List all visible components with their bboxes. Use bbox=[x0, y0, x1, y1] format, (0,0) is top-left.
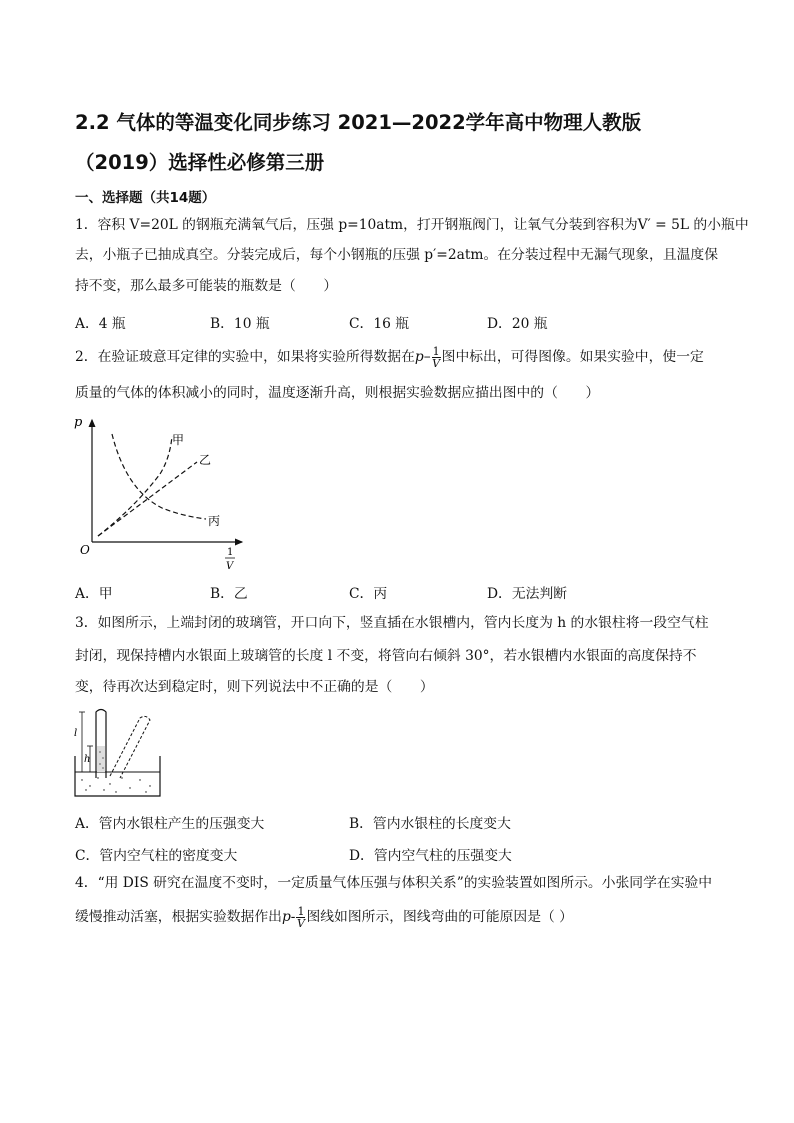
q2-line-2: 质量的气体的体积减小的同时，温度逐渐升高，则根据实验数据应描出图中的（ ） bbox=[75, 385, 600, 401]
q1-option-d[interactable]: D．20 瓶 bbox=[487, 316, 548, 332]
q4-p-symbol: p- bbox=[281, 909, 296, 925]
q1-option-b[interactable]: B．10 瓶 bbox=[210, 316, 270, 332]
q4-fraction bbox=[296, 906, 305, 929]
q2-option-c[interactable]: C．丙 bbox=[349, 586, 388, 602]
q1-line-3: 持不变，那么最多可能装的瓶数是（ ） bbox=[75, 278, 338, 294]
q3-option-d[interactable]: D．管内空气柱的压强变大 bbox=[349, 848, 512, 864]
curve-yi-label: 乙 bbox=[199, 453, 212, 467]
q2-option-b[interactable]: B．乙 bbox=[210, 586, 248, 602]
q2-p-symbol: p bbox=[414, 349, 424, 365]
title-line-1: 2.2 气体的等温变化同步练习 2021—2022学年高中物理人教版 bbox=[75, 111, 642, 134]
q3-option-b[interactable]: B．管内水银柱的长度变大 bbox=[349, 816, 511, 832]
section-heading: 一、选择题（共14题） bbox=[75, 190, 216, 206]
x-axis-label-num: 1 bbox=[227, 547, 234, 558]
curve-bing bbox=[112, 434, 206, 519]
q3-line-2: 封闭，现保持槽内水银面上玻璃管的长度 l 不变，将管向右倾斜 30°，若水银槽内水银面的高度保持不 bbox=[75, 648, 697, 664]
q2-line-1: 2．在验证玻意耳定律的实验中，如果将实验所得数据在p– $\frac{1}{V}$ 图中标出，可得图像。如果实验中，使一定 bbox=[75, 345, 704, 370]
q2-option-d[interactable]: D．无法判断 bbox=[487, 586, 568, 602]
q2-fraction-den: V bbox=[432, 357, 441, 370]
tilted-tube bbox=[110, 716, 150, 778]
label-h: h bbox=[84, 754, 91, 765]
q2-line-1-text-b: 图中标出，可得图像。如果实验中，使一定 bbox=[441, 349, 704, 365]
q4-line-2-text-b: 图线如图所示，图线弯曲的可能原因是（ ） bbox=[306, 909, 573, 925]
curve-bing-label: 丙 bbox=[208, 514, 221, 528]
q3-option-c[interactable]: C．管内空气柱的密度变大 bbox=[75, 848, 238, 864]
q2-line-1-text-a: 2．在验证玻意耳定律的实验中，如果将实验所得数据在 bbox=[75, 349, 415, 365]
q4-fraction-num: 1 bbox=[297, 905, 305, 918]
title-line-2: （2019）选择性必修第三册 bbox=[75, 151, 325, 174]
q4-line-2 bbox=[75, 906, 573, 929]
q1-option-a[interactable]: A．4 瓶 bbox=[75, 316, 126, 332]
q1-option-c[interactable]: C．16 瓶 bbox=[349, 316, 410, 332]
q1-line-1: 1．容积 V=20L 的钢瓶充满氧气后，压强 p=10atm，打开钢瓶阀门，让氧气分装到容积为V′ = 5L 的小瓶中 bbox=[75, 217, 749, 233]
q2-option-a[interactable]: A．甲 bbox=[75, 586, 113, 602]
x-axis-label-den: V bbox=[226, 561, 234, 572]
curve-jia-label: 甲 bbox=[172, 433, 185, 447]
q2-fraction-num: 1 bbox=[432, 345, 440, 358]
q2-graph bbox=[70, 412, 250, 572]
y-axis-label: p bbox=[74, 415, 83, 430]
q4-fraction-den: V bbox=[296, 917, 305, 930]
label-l: l bbox=[74, 728, 78, 739]
q4-line-1: 4．“用 DIS 研究在温度不变时，一定质量气体压强与体积关系”的实验装置如图所示。小张同学在实验中 bbox=[75, 875, 713, 891]
mercury-column bbox=[97, 746, 105, 772]
origin-label: O bbox=[80, 543, 90, 557]
q3-line-1: 3．如图所示，上端封闭的玻璃管，开口向下，竖直插在水银槽内，管内长度为 h 的水银柱将一段空气柱 bbox=[75, 615, 709, 631]
q3-line-3: 变，待再次达到稳定时，则下列说法中不正确的是（ ） bbox=[75, 679, 434, 695]
q4-line-2-text-a: 缓慢推动活塞，根据实验数据作出 bbox=[75, 909, 282, 925]
q3-figure bbox=[70, 706, 170, 802]
q3-option-a[interactable]: A．管内水银柱产生的压强变大 bbox=[75, 816, 265, 832]
q2-fraction bbox=[432, 346, 441, 369]
document-title bbox=[75, 103, 735, 183]
q1-line-2: 去，小瓶子已抽成真空。分装完成后，每个小钢瓶的压强 p′=2atm。在分装过程中无漏气现象，且温度保 bbox=[75, 247, 719, 263]
